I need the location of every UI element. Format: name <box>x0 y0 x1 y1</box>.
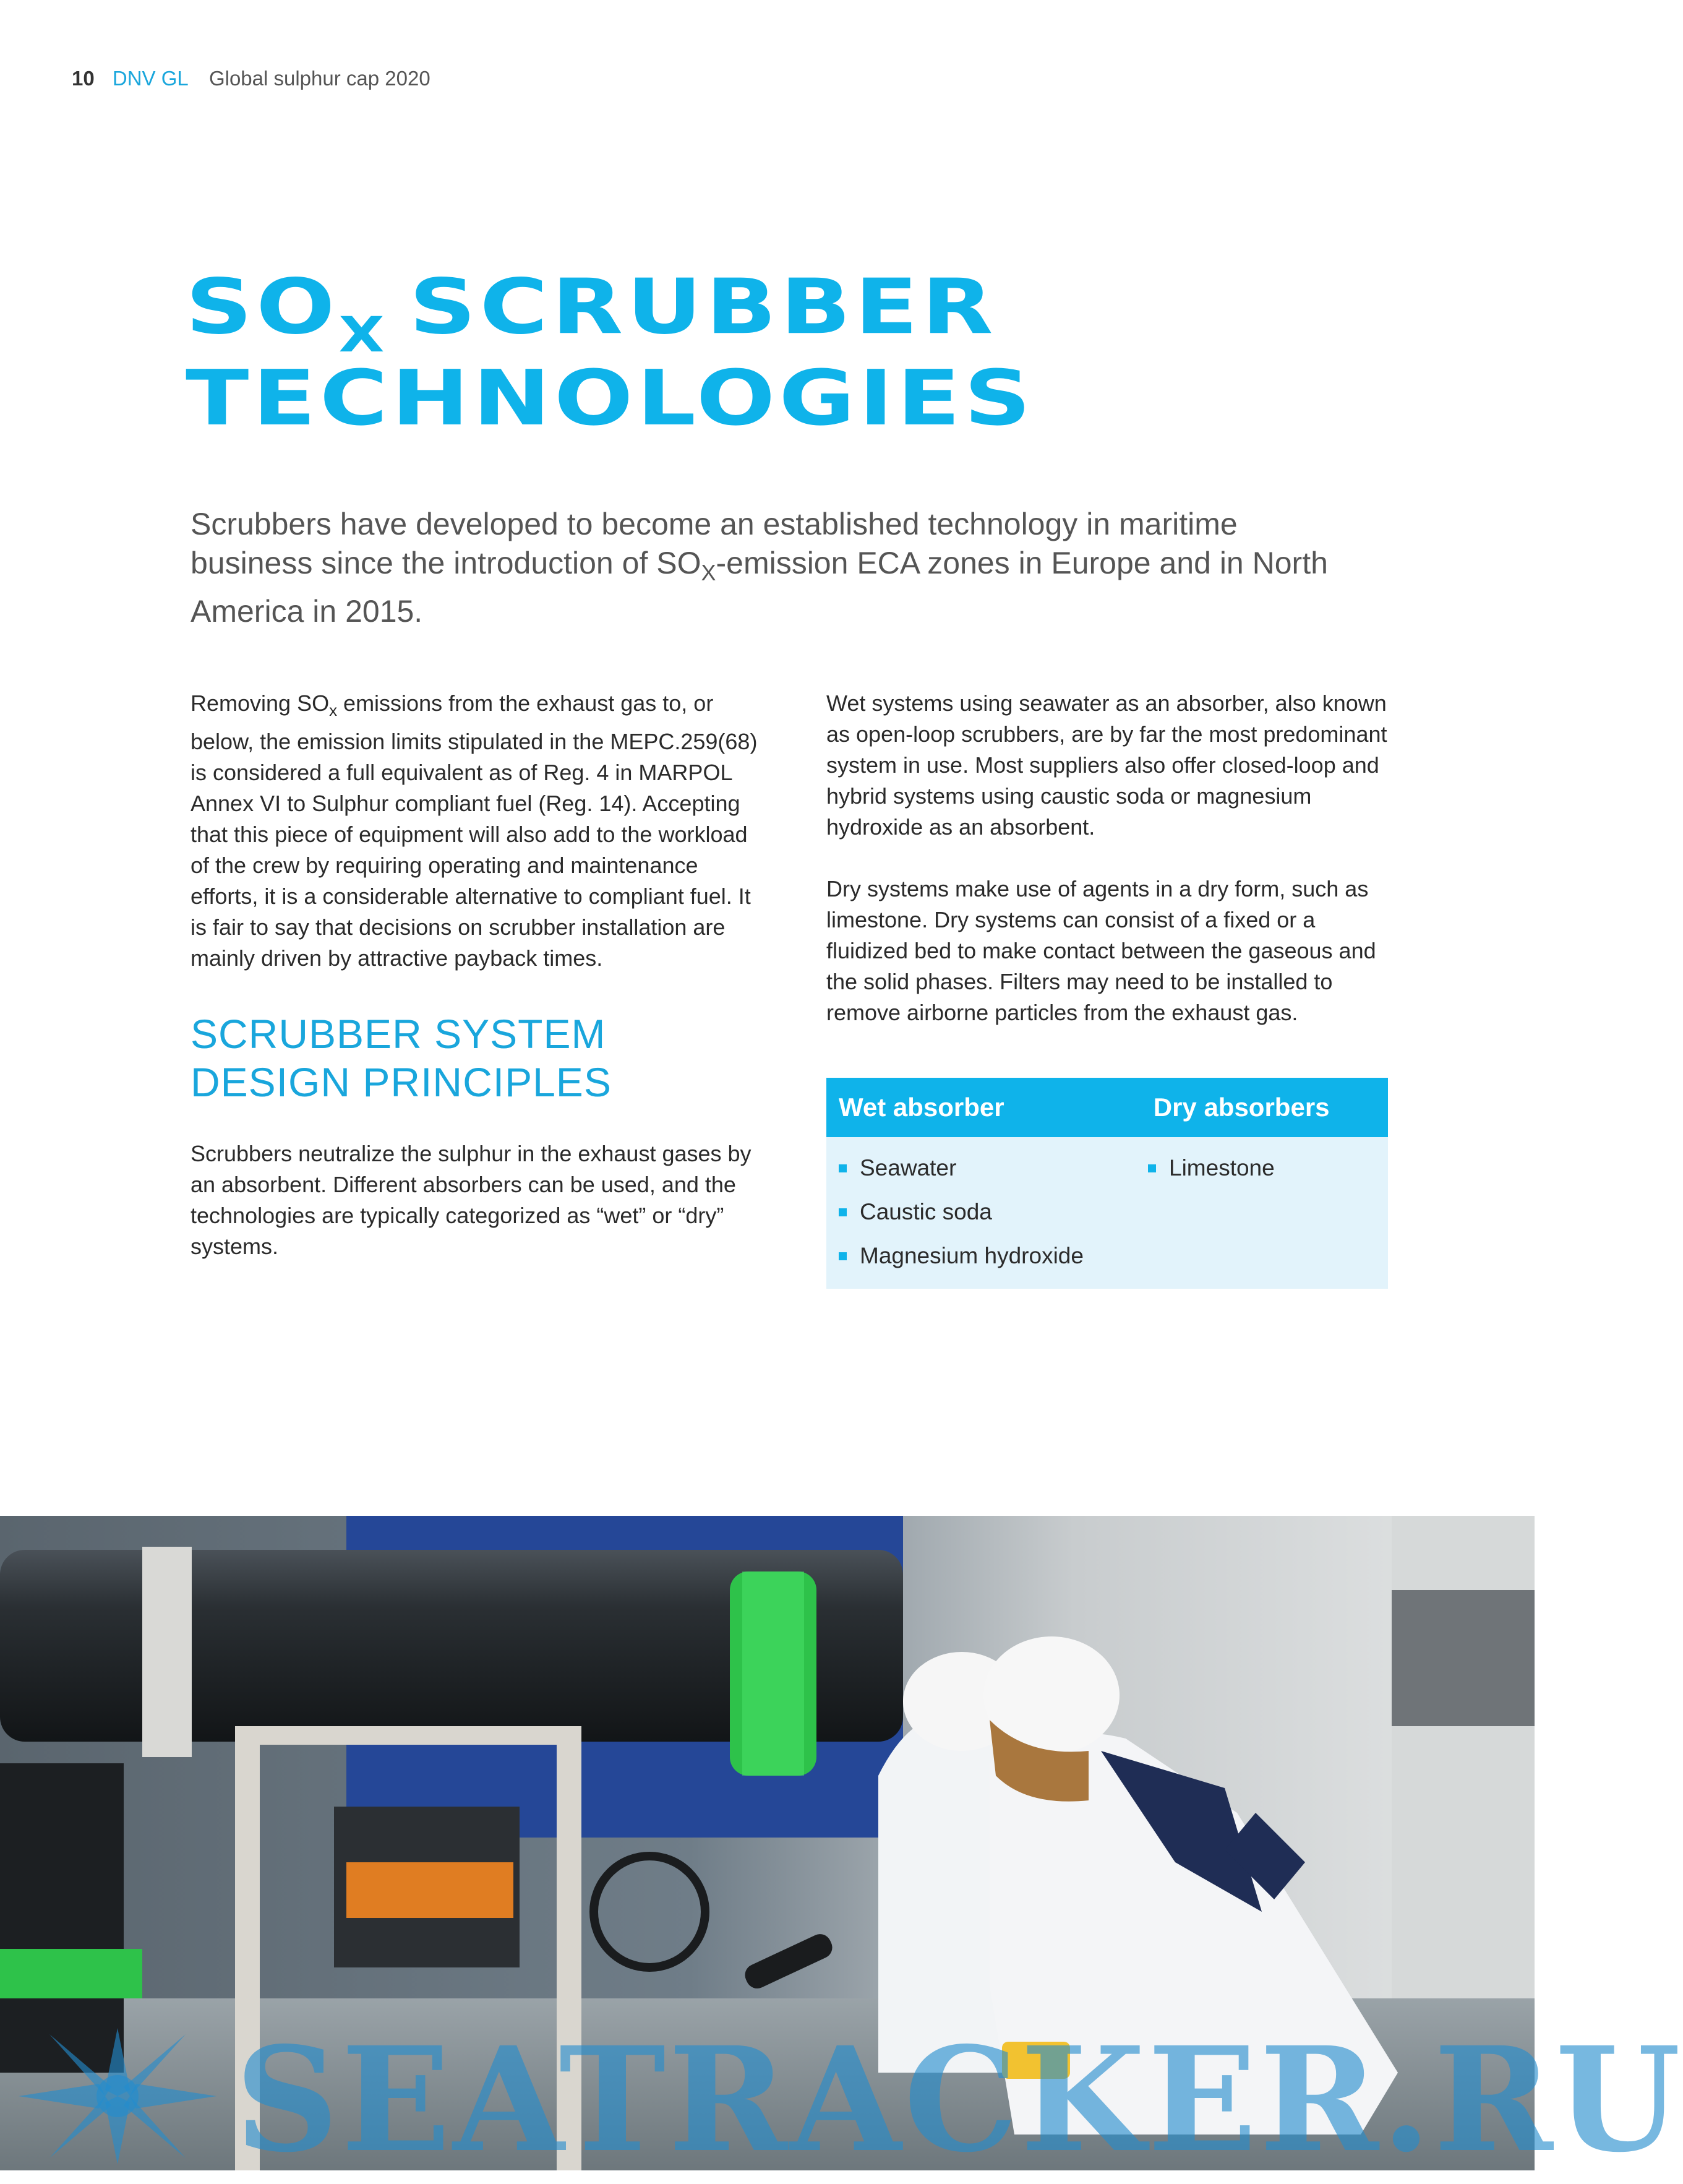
absorber-table <box>826 1078 1388 1289</box>
left-column <box>191 688 760 1262</box>
section-heading: SCRUBBER SYSTEM DESIGN PRINCIPLES <box>191 1011 612 1106</box>
dry-systems-paragraph: Dry systems make use of agents in a dry form, such as limestone. Dry systems can consist of a fixed or a fluidized bed to make contact between the gaseous and the solid phases. Filters may need to be installed to remove airborne particles from the exhaust gas. <box>826 876 1376 1025</box>
publication-title: Global sulphur cap 2020 <box>208 67 430 90</box>
title-line2: TECHNOLOGIES <box>186 354 1035 443</box>
list-item: Seawater <box>839 1146 1136 1190</box>
design-principles-paragraph: Scrubbers neutralize the sulphur in the exhaust gases by an absorbent. Different absorbers can be used, and the technologies are typically categorized as “wet” or “dry” systems. <box>191 1141 752 1260</box>
scrubber-inspection-photo <box>0 1516 1683 2184</box>
wet-absorber-header: Wet absorber <box>839 1093 1004 1122</box>
table-body <box>826 1137 1388 1289</box>
title-line1: SCRUBBER <box>409 263 997 351</box>
watermark-text: SEATRACKER.RU <box>235 2015 1683 2184</box>
wet-systems-paragraph: Wet systems using seawater as an absorber, also known as open-loop scrubbers, are by far the most predominant system in use. Most suppliers also offer closed-loop and hybrid systems using caustic soda or magnesium hydroxide as an absorbent. <box>826 690 1387 840</box>
list-item: Magnesium hydroxide <box>839 1234 1136 1278</box>
wet-absorber-list <box>826 1146 1136 1278</box>
title-subscript: X <box>338 306 388 363</box>
dry-absorber-list <box>1136 1146 1376 1190</box>
intro-paragraph: Removing $SO_x$ emissions from the exhaust gas to, or below, the emission limits stipulated in the MEPC.259(68) is considered a full equivalent as of Reg. 4 in MARPOL Annex VI to Sulphur compliant fuel (Reg. 14). Accepting that this piece of equipment will also add to the workload of the crew by requiring operating and maintenance efforts, it is a considerable alternative to compliant fuel. It is fair to say that decisions on scrubber installation are mainly driven by attractive payback times. <box>191 690 758 971</box>
title-prefix: SO <box>186 263 339 351</box>
brand-name: DNV GL <box>112 67 189 90</box>
page-title <box>186 263 1035 443</box>
dry-absorbers-header: Dry absorbers <box>1153 1093 1330 1122</box>
right-column <box>826 688 1395 1289</box>
page-number: 10 <box>72 67 95 90</box>
running-header <box>72 67 430 90</box>
table-header <box>826 1078 1388 1137</box>
list-item: Limestone <box>1148 1146 1376 1190</box>
list-item: Caustic soda <box>839 1190 1136 1234</box>
lead-paragraph: Scrubbers have developed to become an established technology in maritime business since the introduction of $SO_X$-emission ECA zones in Europe and in North America in 2015. <box>191 507 1328 629</box>
